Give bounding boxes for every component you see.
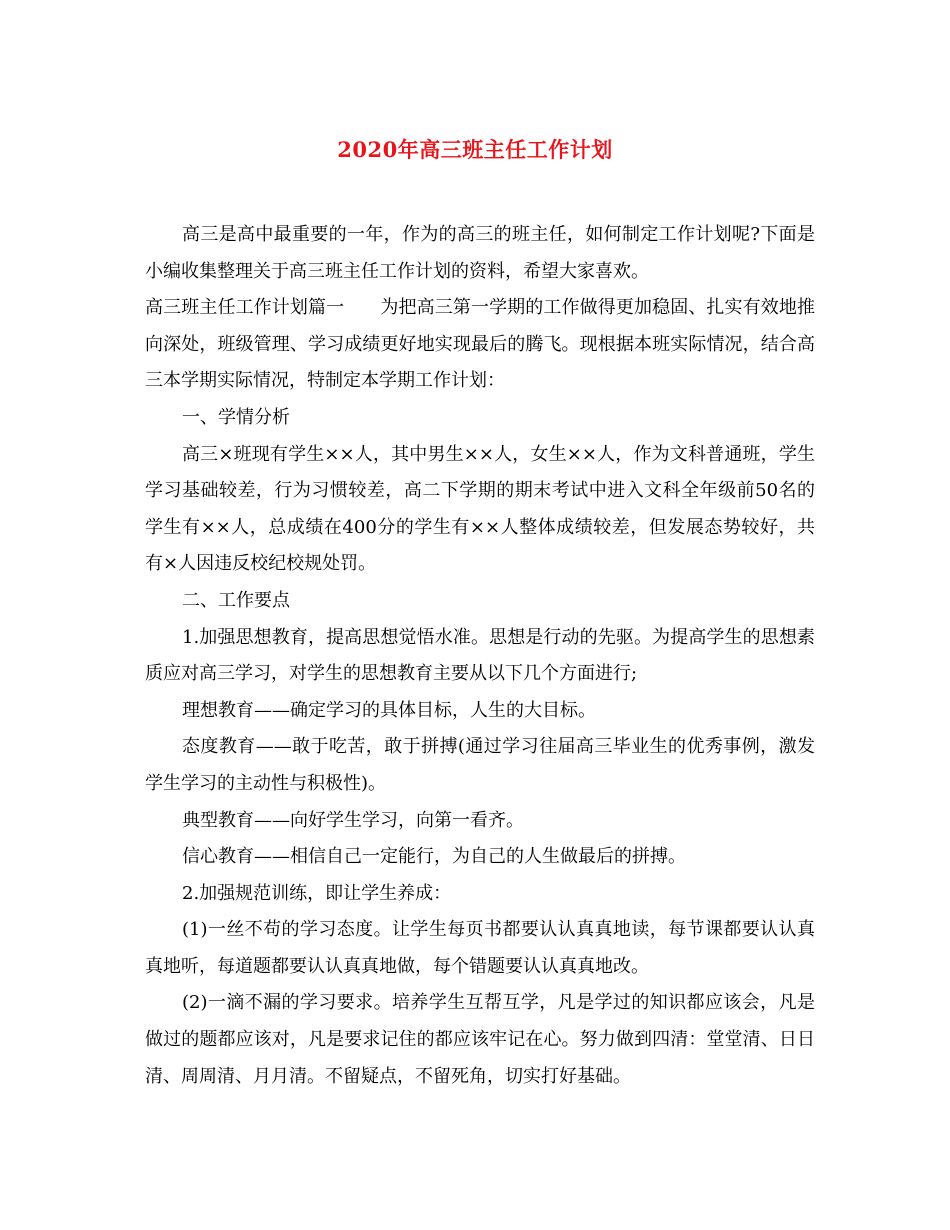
ideal-education-paragraph: 理想教育——确定学习的具体目标，人生的大目标。	[182, 699, 596, 721]
section-heading-2: 二、工作要点	[182, 589, 290, 611]
point-1-paragraph: 1.加强思想教育，提高思想觉悟水准。思想是行动的先驱。为提高学生的思想素质应对高三学习，对学生的思想教育主要从以下几个方面进行;	[145, 626, 815, 685]
plan-intro-paragraph	[145, 290, 815, 400]
analysis-paragraph: 高三×班现有学生××人，其中男生××人，女生××人，作为文科普通班，学生学习基础较差，行为习惯较差，高二下学期的期末考试中进入文科全年级前50名的学生有××人，总成绩在400分的学生有××人整体成绩较差，但发展态势较好，共有×人因违反校纪校规处罚。	[145, 443, 815, 575]
attitude-education-paragraph: 态度教育——敢于吃苦，敢于拼搏(通过学习往届高三毕业生的优秀事例，激发学生学习的主动性与积极性)。	[145, 736, 815, 794]
document-title: 2020年高三班主任工作计划	[337, 137, 613, 162]
intro-paragraph: 高三是高中最重要的一年，作为的高三的班主任，如何制定工作计划呢?下面是小编收集整理关于高三班主任工作计划的资料，希望大家喜欢。	[145, 224, 815, 282]
plan-heading: 高三班主任工作计划篇一	[145, 297, 345, 319]
plan-intro-text: 为把高三第一学期的工作做得更加稳固、扎实有效地推向深处，班级管理、学习成绩更好地实现最后的腾飞。现根据本班实际情况，结合高三本学期实际情况，特制定本学期工作计划：	[145, 297, 816, 392]
model-education-paragraph: 典型教育——向好学生学习，向第一看齐。	[182, 809, 524, 831]
point-2-paragraph: 2.加强规范训练，即让学生养成：	[182, 882, 452, 904]
item-1-paragraph: (1)一丝不苟的学习态度。让学生每页书都要认认真真地读，每节课都要认认真真地听，每道题都要认认真真地做，每个错题要认认真真地改。	[145, 919, 815, 977]
confidence-education-paragraph: 信心教育——相信自己一定能行，为自己的人生做最后的拼搏。	[182, 846, 686, 868]
item-2-paragraph: (2)一滴不漏的学习要求。培养学生互帮互学，凡是学过的知识都应该会，凡是做过的题都应该对，凡是要求记住的都应该牢记在心。努力做到四清：堂堂清、日日清、周周清、月月清。不留疑点，不留死角，切实打好基础。	[145, 992, 815, 1087]
document-body	[145, 217, 815, 1095]
section-heading-1: 一、学情分析	[182, 406, 290, 428]
